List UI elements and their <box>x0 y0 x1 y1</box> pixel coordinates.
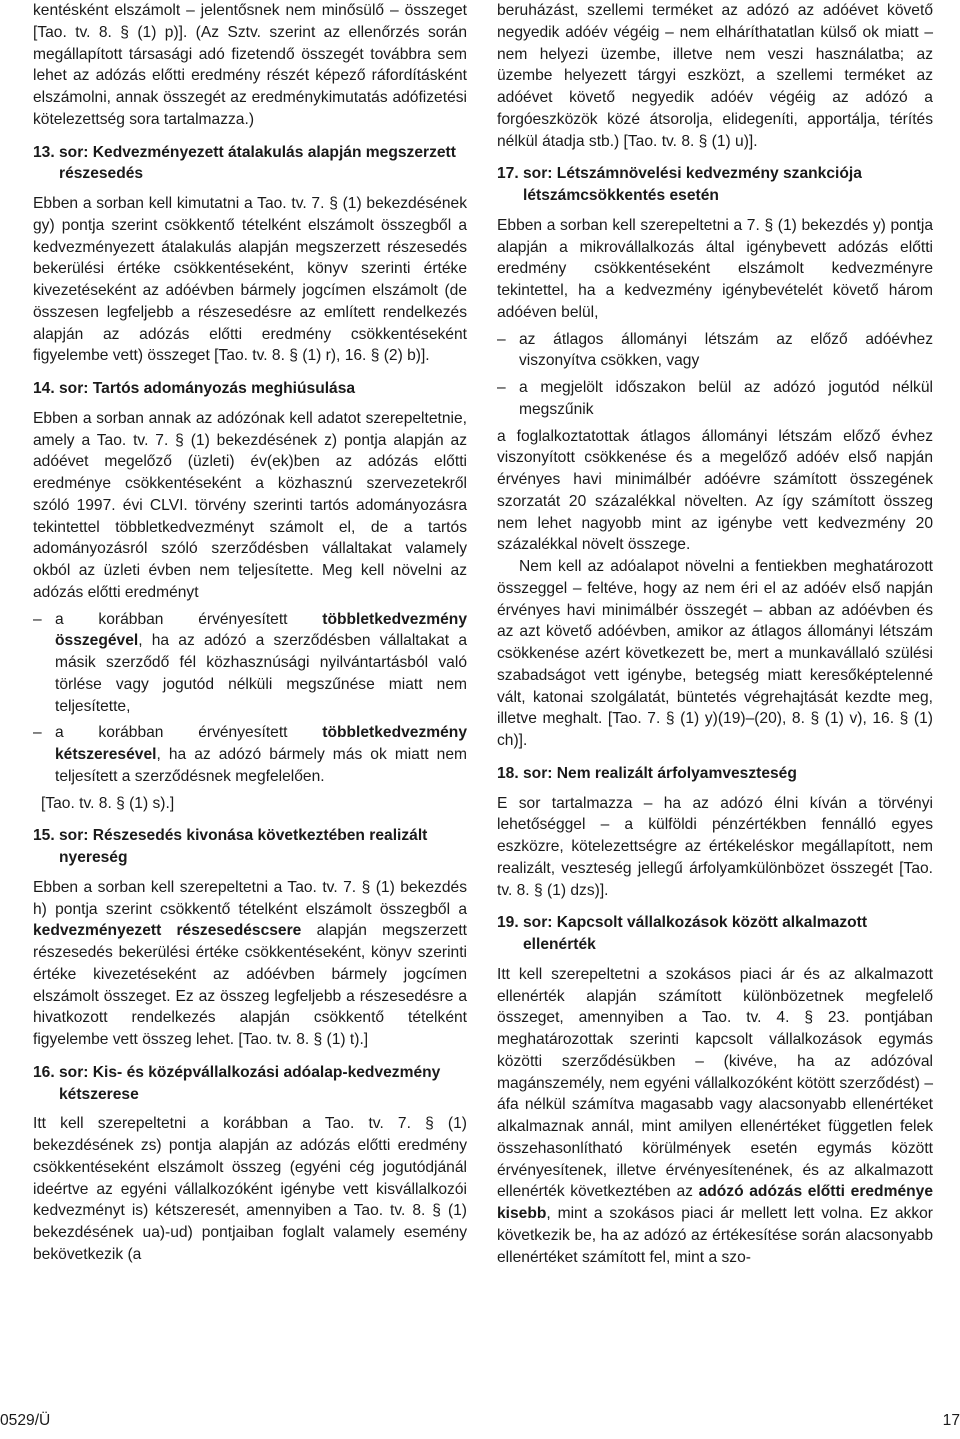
section-14-reference: [Tao. tv. 8. § (1) s).] <box>41 794 175 812</box>
section-15-body <box>33 877 467 1051</box>
section-14-body: Ebben a sorban annak az adózónak kell adatot szerepeltetnie, amely a Tao. tv. 7. § (1) bekezdésének z) pontja alapján az adóévet megelőző (üzleti) év(ek)ben az adózás előtti eredménye csökkentéseként a közhasznú szervezetekről szóló 1997. évi CLVI. törvény szerinti tartós adományozásra tekintettel többletkedvezményt számolt el, de a tartós adományozásról szóló szerződésben vállaltakat valamely okból az üzleti évben nem teljesítette. Meg kell növelni az adózás előtti eredményt <box>33 409 467 601</box>
section-17-dash-item-1 <box>497 329 933 373</box>
footer-form-code: 0529/Ü <box>0 1412 51 1429</box>
section-17-heading <box>497 163 933 207</box>
section-17-dash-item-2 <box>497 377 933 421</box>
section-17 <box>497 163 933 752</box>
dash-2-pre: a korábban érvényesített <box>55 724 323 742</box>
left-column <box>33 0 467 1266</box>
section-13-heading <box>33 142 467 186</box>
section-18 <box>497 763 933 902</box>
section-15-body-pre: Ebben a sorban kell szerepeltetni a Tao. tv. 7. § (1) bekezdés h) pontja szerint csökkentő tételként elszámolt összegből a <box>33 878 467 918</box>
right-intro-paragraph: beruházást, szellemi terméket az adózó az adóévet követő negyedik adóév végéig – nem elháríthatatlan külső ok miatt – nem helyezi üzembe, illetve nem veszi használatba; az üzembe helyezett tárgyi eszközt, a szellemi terméket az adóévet követő negyedik adóév végéig az adózó a forgóeszközök közé átsorolja, elidegeníti, apportálja, térítés nélkül átadja stb.) [Tao. tv. 8. § (1) u)]. <box>497 2 933 150</box>
section-18-number: 18. <box>497 764 519 782</box>
section-14-title: sor: Tartós adományozás meghiúsulása <box>59 380 356 397</box>
section-14-number: 14. <box>33 380 55 397</box>
dash-1-post: , ha az adózó a szerződésben vállaltakat a másik szerződő fél közhasznúsági nyilvántartásból való törlése vagy jogutód nélküli megszűnése miatt nem teljesítette, <box>55 632 467 715</box>
section-17-title: sor: Létszámnövelési kedvezmény szankciója létszámcsökkentés esetén <box>523 165 862 204</box>
section-14-dash-item-2 <box>33 722 467 787</box>
section-19-body-pre: Itt kell szerepeltetni a szokásos piaci ár és az alkalmazott ellenérték alapján számított különbözetnek megfelelő összeget, amennyiben a Tao. tv. 4. § 23. pontjában meghatározottak szerinti kapcsolt vállalkozások egymás közötti szerződésükben – (kivéve, ha az adózóval magánszemély, nem egyéni vállalkozóként kötött szerződést) – áfa nélkül számítva magasabb vagy alacsonyabb ellenértéket alkalmaznak annál, mint amilyen ellenértéket független felek összehasonlítható körülmények esetén egymás között érvényesítenek, illetve érvényesítenének, és az alkalmazott ellenérték következtében az <box>497 965 933 1201</box>
section-17-number: 17. <box>497 165 519 183</box>
section-14 <box>33 378 467 814</box>
dash-2-bold: többletkedvezmény kétszeresével <box>55 724 467 763</box>
section-13-body: Ebben a sorban kell kimutatni a Tao. tv. 7. § (1) bekezdésének gy) pontja szerint csökkentő tételként elszámolt összegből a kedvezményezett átalakulás alapján megszerzett részesedés bekerülési értéke csökkentéseként, könyv szerinti értéke kivezetéseként az adóévben bármely jogcímen elszámolt (de összesen legfeljebb a részesedésre az említett rendelkezés alapján az adózás előtti eredmény csökkentéseként figyelembe vett) összeget [Tao. tv. 8. § (1) r), 16. § (2) b)]. <box>33 195 467 365</box>
section-15 <box>33 825 467 1051</box>
section-13-number: 13. <box>33 143 55 161</box>
dash-marker: – <box>497 330 506 348</box>
section-14-dash-item-1 <box>33 609 467 718</box>
section-15-body-bold: kedvezményezett részesedéscsere <box>33 922 302 940</box>
dash-marker: – <box>33 724 42 742</box>
section-19 <box>497 912 933 1268</box>
dash-marker: – <box>33 610 42 628</box>
dash-marker: – <box>497 379 506 396</box>
section-19-title: sor: Kapcsolt vállalkozások között alkalmazott ellenérték <box>523 914 868 953</box>
section-18-heading <box>497 763 933 785</box>
right-column <box>497 0 933 1268</box>
dash-2-post: , ha az adózó bármely más ok miatt nem teljesített a szerződésnek megfelelően. <box>55 746 467 785</box>
section-17-dash-2-text: a megjelölt időszakon belül az adózó jogutód nélkül megszűnik <box>519 379 933 418</box>
section-19-body-post: , mint a szokásos piaci ár mellett lett volna. Ez akkor következik be, ha az adózó az értékesítése során alacsonyabb ellenértéket számított fel, mint a szo- <box>497 1205 933 1266</box>
section-18-body: E sor tartalmazza – ha az adózó élni kíván a törvényi lehetőséggel – a külföldi pénzértékben fennálló egyes eszközre, kötelezettségre az értékeléskor megállapított, nem realizált, veszteség jellegű árfolyamkülönbözet összegét [Tao. tv. 8. § (1) dzs)]. <box>497 794 933 899</box>
section-15-heading <box>33 825 467 869</box>
section-19-body-bold: adózó adózás előtti eredménye kisebb <box>497 1183 933 1222</box>
section-17-dash-1-text: az átlagos állományi létszám az előző adóévhez viszonyítva csökken, vagy <box>519 330 933 370</box>
section-16 <box>33 1062 467 1266</box>
dash-1-bold: többletkedvezmény összegével <box>55 610 467 650</box>
section-17-paragraph-3: Nem kell az adóalapot növelni a fentiekben meghatározott összeggel – feltéve, hogy az nem éri el az adóév első napján érvényes havi minimálbér összegét – abban az adóévben és az azt követő adóévben, amikor az átlagos állományi létszám csökkenése azért következett be, mert a munkavállaló szülési szabadságot vett igénybe, betegség miatt keresőképtelenné vált, katonai szolgálatát, büntetés végrehajtását kezdte meg, illetve meghalt. [Tao. 7. § (1) y)(19)–(20), 8. § (1) v), 16. § (1) ch)]. <box>497 558 933 749</box>
section-17-paragraph-2: a foglalkoztatottak átlagos állományi létszám előző évhez viszonyított csökkenése és a megelőző adóév első napján érvényes havi minimálbér adóévre számított összegének szorzatát 20 százalékkal növelten. Az így számított összeg nem lehet nagyobb mint az igénybe vett kedvezmény 20 százalékkal növelt összege. <box>497 427 933 554</box>
section-16-body: Itt kell szerepeltetni a korábban a Tao. tv. 7. § (1) bekezdésének zs) pontja alapján az adózás előtti eredmény csökkentéseként elszámolt összeg (egyéni cég jogutódjánál ideértve az egyéni vállalkozóként igénybe vett kisvállalkozói kedvezményt is) kétszeresét, amennyiben a Tao. tv. 8. § (1) bekezdésének ua)-ud) pontjaiban foglalt valamely esemény bekövetkezik (a <box>33 1115 467 1263</box>
section-19-number: 19. <box>497 914 519 932</box>
section-15-number: 15. <box>33 827 55 845</box>
section-14-heading <box>33 378 467 400</box>
left-intro-paragraph: kentésként elszámolt – jelentősnek nem minősülő – összeget [Tao. tv. 8. § (1) p)]. (Az Sztv. szerint az ellenőrzés során megállapított társasági adó fizetendő összegét továbbra sem lehet az adózás előtti eredmény részét képező ráfordításként elszámolni, annak összegét az eredménykimutatás adófizetési kötelezettség sora tartalmazza.) <box>33 2 467 128</box>
section-16-heading <box>33 1062 467 1106</box>
section-16-title: sor: Kis- és középvállalkozási adóalap-kedvezmény kétszerese <box>59 1063 441 1103</box>
section-19-heading <box>497 912 933 956</box>
section-13-title: sor: Kedvezményezett átalakulás alapján megszerzett részesedés <box>59 143 456 183</box>
dash-1-pre: a korábban érvényesített <box>55 610 323 628</box>
section-15-body-post: alapján megszerzett részesedés bekerülési értéke csökkentéseként, könyv szerinti értéke kivezetéseként az adóévben bármely jogcímen elszámolt összeget. Ez az összeg legfeljebb a részesedésre a hivatkozott rendelkezés alapján csökkentő tételként figyelembe vett összeg lehet. [Tao. tv. 8. § (1) t).] <box>33 922 468 1048</box>
section-19-body <box>497 964 933 1269</box>
section-13 <box>33 142 467 368</box>
section-17-body: Ebben a sorban kell szerepeltetni a 7. § (1) bekezdés y) pontja alapján a mikrovállalkozás által igénybevett adózás előtti eredmény csökkentéseként elszámolt kedvezményre tekintettel, ha a kedvezmény igénybevételét követő három adóéven belül, <box>497 216 933 321</box>
section-16-number: 16. <box>33 1063 55 1081</box>
footer-page-number: 17 <box>942 1412 960 1429</box>
section-18-title: sor: Nem realizált árfolyamveszteség <box>523 764 797 782</box>
section-15-title: sor: Részesedés kivonása következtében realizált nyereség <box>59 827 428 866</box>
